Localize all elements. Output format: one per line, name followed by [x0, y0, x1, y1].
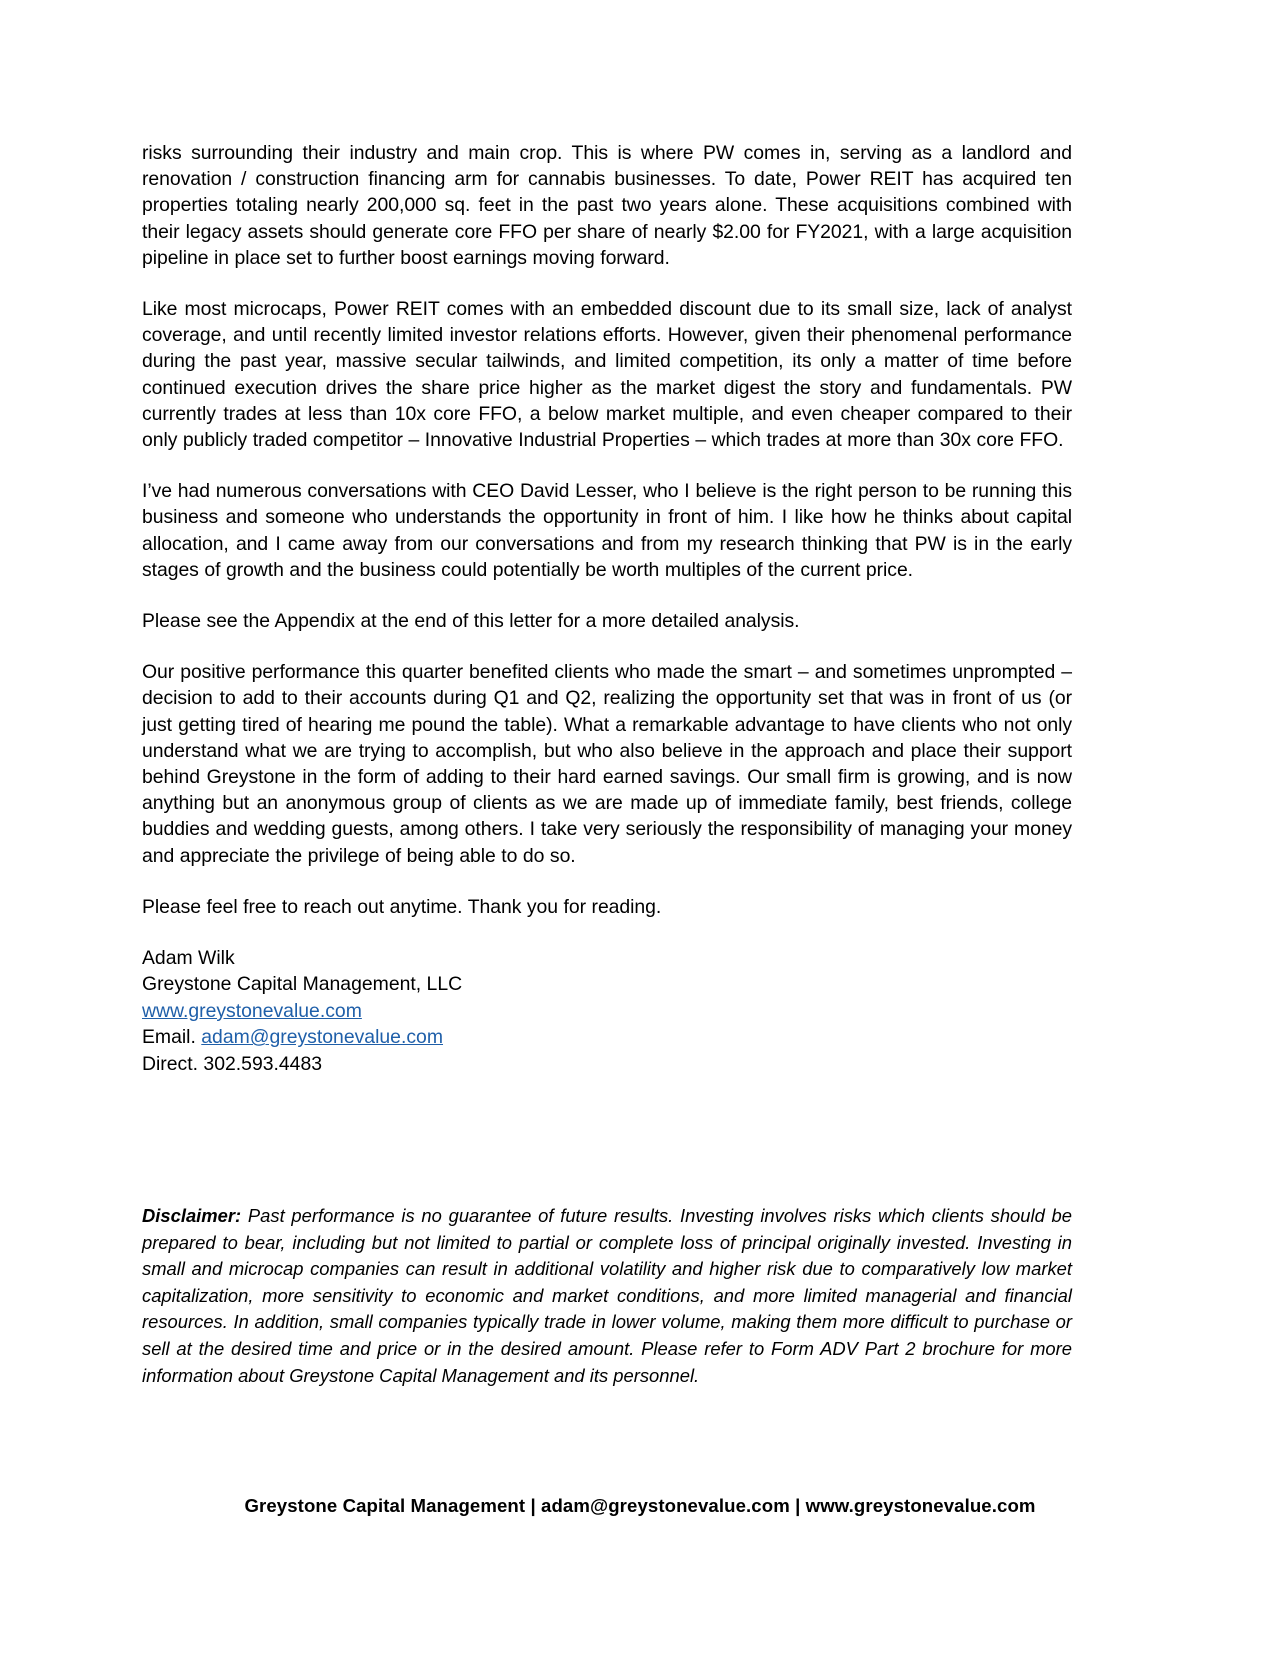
phone-number: 302.593.4483	[203, 1052, 323, 1075]
disclaimer-heading: Disclaimer:	[142, 1205, 242, 1226]
paragraph-microcap-discount: Like most microcaps, Power REIT comes with an embedded discount due to its small size, lack of analyst coverage, and until recently limited investor relations efforts. However, given their phenomenal performance during the past year, massive secular tailwinds, and limited competition, its only a matter of time before continued execution drives the share price higher as the market digest the story and fundamentals. PW currently trades at less than 10x core FFO, a below market multiple, and even cheaper compared to their only publicly traded competitor – Innovative Industrial Properties – which trades at more than 30x core FFO.	[142, 298, 1072, 452]
paragraph-appendix-note: Please see the Appendix at the end of this letter for a more detailed analysis.	[142, 610, 800, 633]
page-footer: Greystone Capital Management | adam@greystonevalue.com | www.greystonevalue.com	[244, 1495, 1036, 1516]
letter-body	[142, 140, 1072, 1077]
signature-name: Adam Wilk	[142, 947, 235, 970]
paragraph-reach-out: Please feel free to reach out anytime. Thank you for reading.	[142, 895, 662, 918]
paragraph-power-reit-landlord: risks surrounding their industry and main crop. This is where PW comes in, serving as a landlord and renovation / construction financing arm for cannabis businesses. To date, Power REIT has acquired ten properties totaling nearly 200,000 sq. feet in the past two years alone. These acquisitions combined with their legacy assets should generate core FFO per share of nearly $2.00 for FY2021, with a large acquisition pipeline in place set to further boost earnings moving forward.	[142, 142, 1072, 269]
email-link[interactable]: adam@greystonevalue.com	[201, 1026, 443, 1049]
signature-phone-line	[142, 1051, 1072, 1077]
email-label: Email.	[142, 1026, 196, 1049]
signature-block	[142, 945, 1072, 1077]
disclaimer-text: Past performance is no guarantee of future results. Investing involves risks which clients should be prepared to bear, including but not limited to partial or complete loss of principal originally invested. Investing in small and microcap companies can result in additional volatility and higher risk due to comparatively low market capitalization, more sensitivity to economic and market conditions, and more limited managerial and financial resources. In addition, small companies typically trade in lower volume, making them more difficult to purchase or sell at the desired time and price or in the desired amount. Please refer to Form ADV Part 2 brochure for more information about Greystone Capital Management and its personnel.	[142, 1205, 1072, 1386]
paragraph-ceo-conversations: I’ve had numerous conversations with CEO David Lesser, who I believe is the right person to be running this business and someone who understands the opportunity in front of him. I like how he thinks about capital allocation, and I came away from our conversations and from my research thinking that PW is in the early stages of growth and the business could potentially be worth multiples of the current price.	[142, 480, 1072, 581]
signature-website-line	[142, 998, 1072, 1024]
signature-company: Greystone Capital Management, LLC	[142, 973, 463, 996]
signature-email-line	[142, 1024, 1072, 1050]
phone-label: Direct.	[142, 1052, 199, 1075]
website-link[interactable]: www.greystonevalue.com	[142, 999, 362, 1022]
paragraph-client-performance: Our positive performance this quarter benefited clients who made the smart – and sometimes unprompted – decision to add to their accounts during Q1 and Q2, realizing the opportunity set that was in front of us (or just getting tired of hearing me pound the table). What a remarkable advantage to have clients who not only understand what we are trying to accomplish, but who also believe in the approach and place their support behind Greystone in the form of adding to their hard earned savings. Our small firm is growing, and is now anything but an anonymous group of clients as we are made up of immediate family, best friends, college buddies and wedding guests, among others. I take very seriously the responsibility of managing your money and appreciate the privilege of being able to do so.	[142, 661, 1072, 867]
disclaimer-block	[142, 1203, 1072, 1389]
